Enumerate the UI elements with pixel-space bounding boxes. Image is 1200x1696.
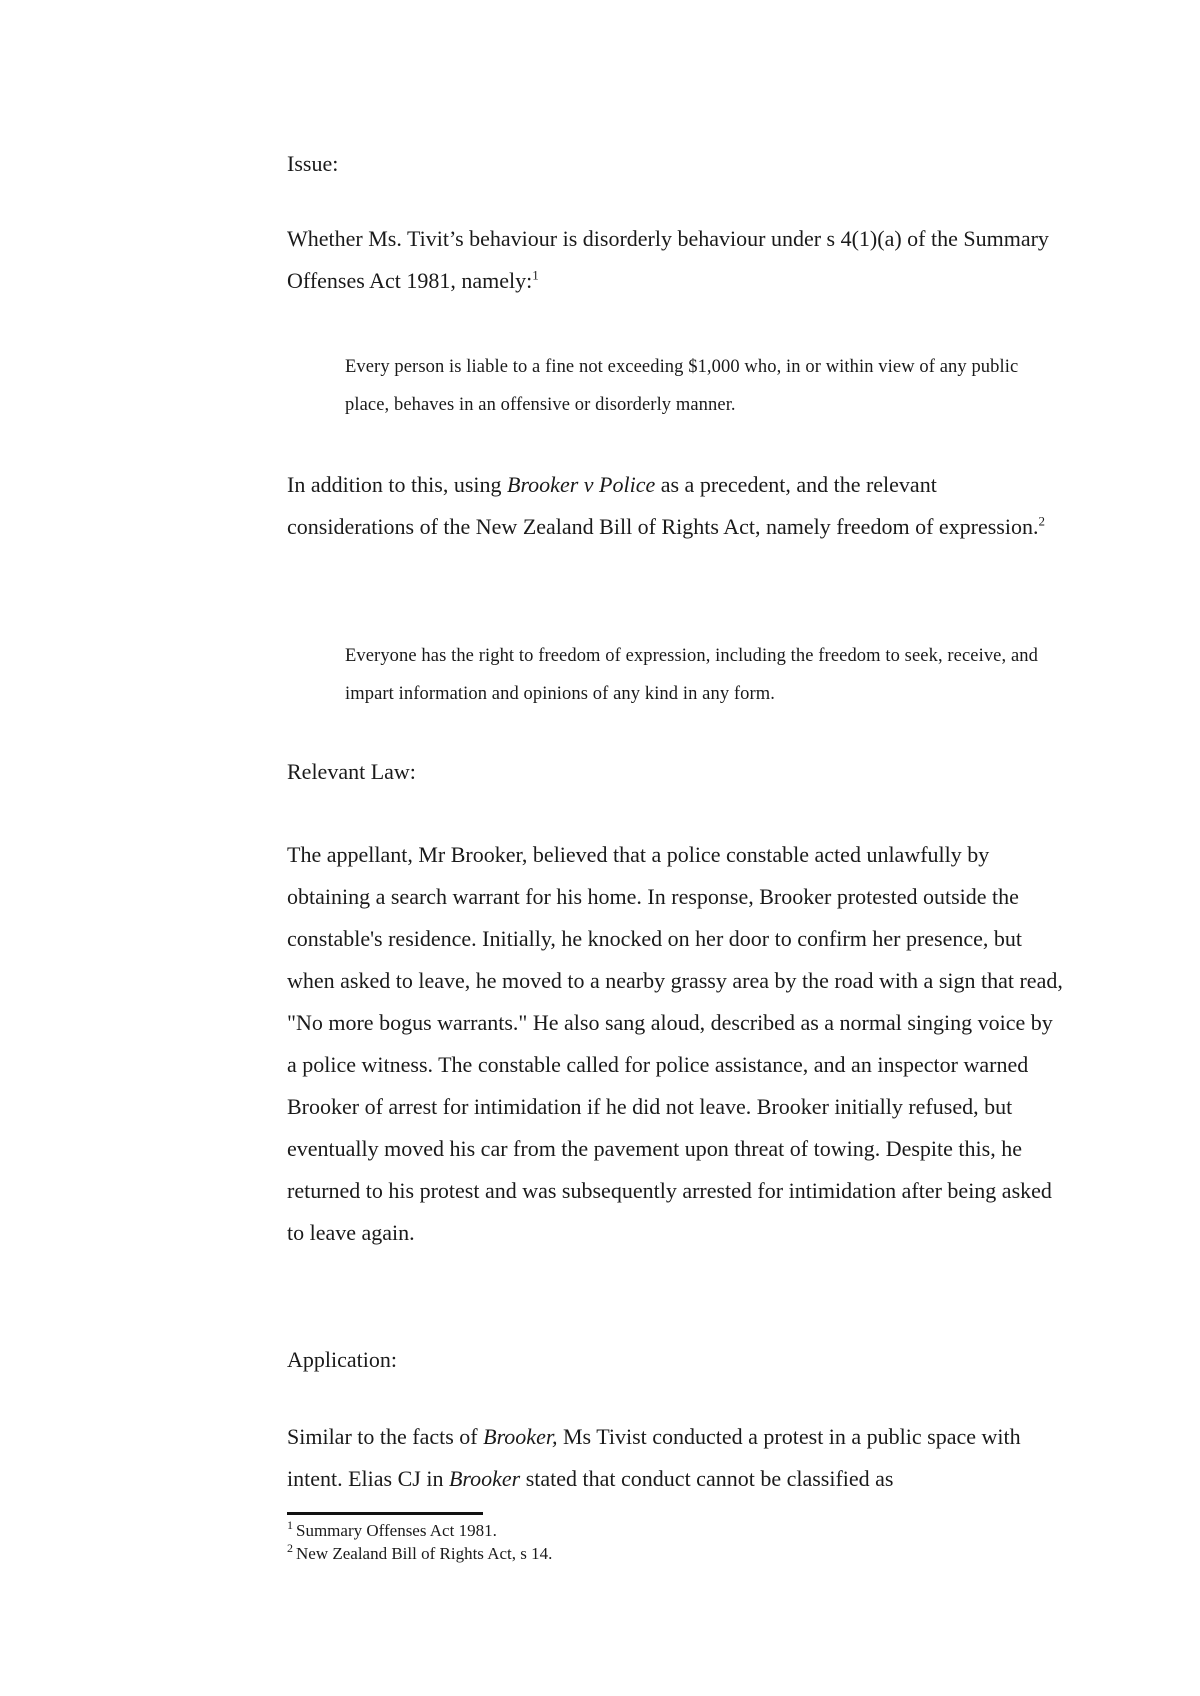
footnote-separator: [287, 1512, 483, 1515]
relevant-law-heading: Relevant Law:: [287, 759, 416, 784]
footnote-1-number: 1: [287, 1518, 293, 1533]
precedent-paragraph-after: as a precedent, and the relevant considerations of the New Zealand Bill of Rights Act, namely freedom of expression.: [287, 472, 1039, 539]
precedent-paragraph-before: In addition to this, using: [287, 472, 507, 497]
relevant-law-paragraph: The appellant, Mr Brooker, believed that a police constable acted unlawfully by obtaining a search warrant for his home. In response, Brooker protested outside the constable's residence. Initially, he knocked on her door to confirm her presence, but when asked to leave, he moved to a nearby grassy area by the road with a sign that read, "No more bogus warrants." He also sang aloud, described as a normal singing voice by a police witness. The constable called for police assistance, and an inspector warned Brooker of arrest for intimidation if he did not leave. Brooker initially refused, but eventually moved his car from the pavement upon threat of towing. Despite this, he returned to his protest and was subsequently arrested for intimidation after being asked to leave again.: [287, 842, 1063, 1245]
statute-quote-bill-of-rights: Everyone has the right to freedom of expression, including the freedom to seek, receive, and impart information and opinions of any kind in any form.: [345, 646, 1038, 704]
footnote-1-text: Summary Offenses Act 1981.: [296, 1521, 497, 1540]
application-paragraph-part1: Similar to the facts of: [287, 1424, 484, 1449]
issue-paragraph: [287, 218, 1067, 302]
footnotes: [287, 1519, 887, 1565]
case-name-brooker-v-police: Brooker v Police: [507, 472, 656, 497]
footnote-2: [287, 1542, 887, 1565]
footnote-2-text: New Zealand Bill of Rights Act, s 14.: [296, 1544, 553, 1563]
application-paragraph-part2: Ms Tivist conducted a protest in a public space with intent. Elias CJ in: [287, 1424, 1021, 1491]
case-name-brooker-1: Brooker,: [483, 1424, 558, 1449]
footnote-ref-2[interactable]: 2: [1038, 513, 1045, 529]
footnote-ref-1[interactable]: 1: [532, 267, 539, 283]
precedent-paragraph: [287, 464, 1067, 548]
application-heading: Application:: [287, 1347, 397, 1372]
case-name-brooker-2: Brooker: [448, 1466, 521, 1491]
footnote-2-number: 2: [287, 1541, 293, 1556]
application-paragraph: [287, 1416, 1067, 1500]
statute-quote-summary-offences: Every person is liable to a fine not exceeding $1,000 who, in or within view of any public place, behaves in an offensive or disorderly manner.: [345, 357, 1019, 415]
footnote-1: [287, 1519, 887, 1542]
application-paragraph-part3: stated that conduct cannot be classified as: [520, 1466, 894, 1491]
issue-paragraph-text: Whether Ms. Tivit’s behaviour is disorderly behaviour under s 4(1)(a) of the Summary Offenses Act 1981, namely:: [287, 226, 1049, 293]
issue-heading: Issue:: [287, 151, 339, 176]
